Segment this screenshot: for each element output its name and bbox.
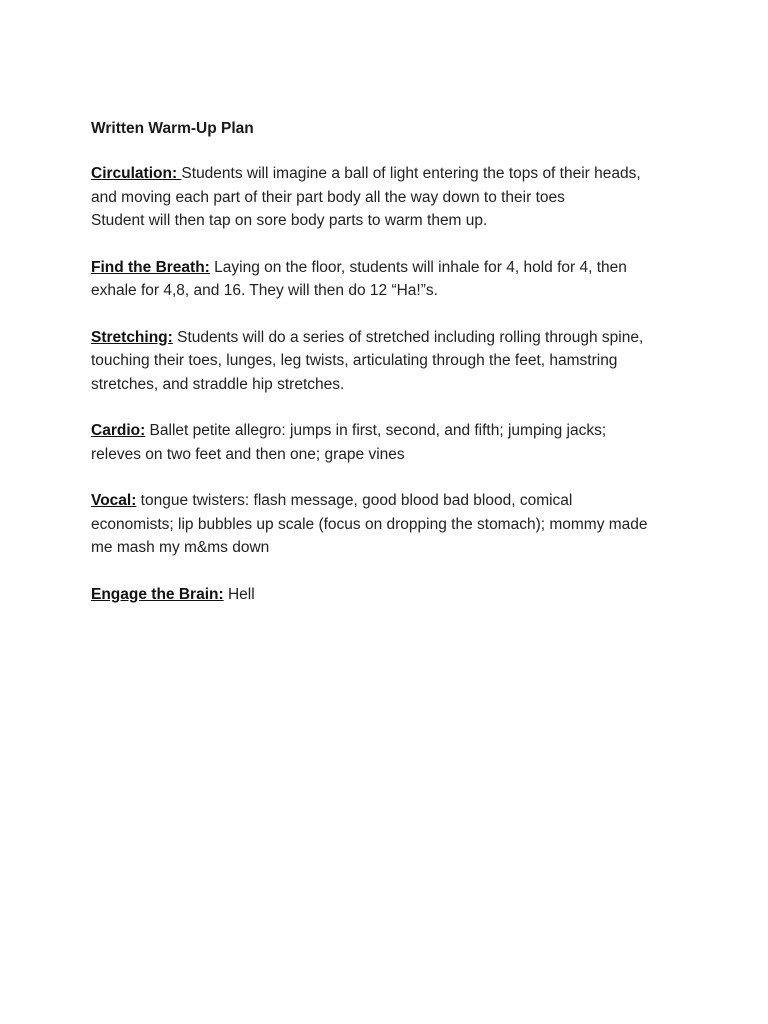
section-line: stretches, and straddle hip stretches. — [91, 375, 345, 393]
section-line: me mash my m&ms down — [91, 539, 270, 556]
section-line: touching their toes, lunges, leg twists, articulating through the feet, hamstring — [91, 352, 618, 369]
section-stretching — [91, 326, 701, 397]
section-label: Vocal: — [91, 492, 137, 509]
section-circulation — [91, 162, 701, 233]
document-title: Written Warm-Up Plan — [91, 120, 254, 137]
section-cardio — [91, 419, 701, 466]
section-line: economists; lip bubbles up scale (focus on dropping the stomach); mommy made — [91, 515, 648, 533]
section-label: Circulation: — [91, 165, 182, 182]
section-find-the-breath — [91, 256, 701, 303]
section-line — [91, 419, 701, 443]
section-label: Engage the Brain: — [91, 585, 224, 603]
section-text: Laying on the floor, students will inhale for 4, hold for 4, then — [209, 258, 627, 276]
section-text: Hell — [223, 585, 255, 603]
section-line — [91, 256, 701, 280]
section-engage-the-brain — [91, 583, 701, 607]
section-line — [91, 162, 701, 186]
section-line: Student will then tap on sore body parts to warm them up. — [91, 212, 488, 229]
section-text: tongue twisters: flash message, good blood bad blood, comical — [136, 492, 573, 509]
section-line — [91, 583, 701, 607]
section-label: Find the Breath: — [91, 258, 210, 276]
document-page — [91, 117, 701, 629]
section-label: Cardio: — [91, 422, 146, 439]
section-vocal — [91, 489, 701, 560]
section-line: and moving each part of their part body all the way down to their toes — [91, 188, 565, 206]
section-text: Ballet petite allegro: jumps in first, second, and fifth; jumping jacks; — [145, 422, 607, 439]
section-label: Stretching: — [91, 328, 173, 346]
section-text: Students will imagine a ball of light entering the tops of their heads, — [181, 165, 641, 182]
section-line — [91, 326, 701, 350]
section-line — [91, 489, 701, 513]
section-text: Students will do a series of stretched including rolling through spine, — [172, 328, 644, 346]
section-line: releves on two feet and then one; grape vines — [91, 445, 405, 463]
section-line: exhale for 4,8, and 16. They will then do 12 “Ha!”s. — [91, 282, 438, 299]
